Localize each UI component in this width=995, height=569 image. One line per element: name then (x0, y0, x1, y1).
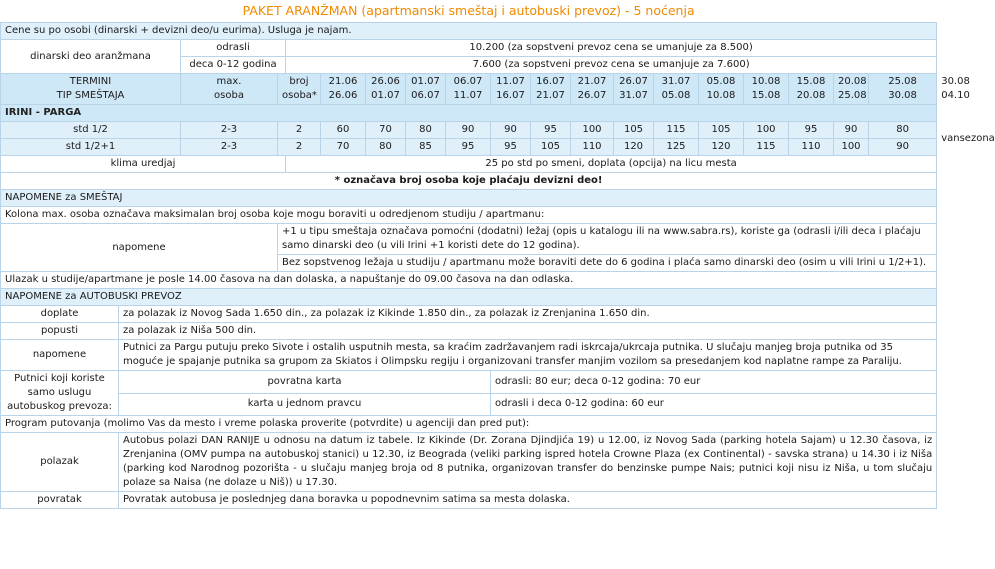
program-heading: Program putovanja (molimo Vas da mesto i vreme polaska proverite (potvrdite) u agenciji dan pred put): (1, 416, 937, 433)
room-max: 2-3 (181, 122, 278, 139)
header-termini: TERMINI (69, 76, 112, 87)
date-to: 04.10 (941, 90, 970, 101)
date-from: 10.08 (751, 76, 781, 87)
date-column (744, 74, 789, 105)
date-from: 25.08 (888, 76, 917, 87)
room-type: std 1/2 (1, 122, 181, 139)
date-column (789, 74, 834, 105)
popusti-label: popusti (1, 323, 119, 340)
header-max-2: osoba (214, 90, 244, 101)
note-star: * označava broj osoba koje plaćaju devizni deo! (1, 173, 937, 190)
price-cell: 125 (654, 139, 699, 156)
date-to: 21.07 (536, 90, 565, 101)
date-from: 31.07 (661, 76, 691, 87)
karta-price: odrasli: 80 eur; deca 0-12 godina: 70 eur (491, 371, 937, 394)
price-cell: 110 (571, 139, 614, 156)
price-cell: 100 (744, 122, 789, 139)
date-from: 05.08 (706, 76, 736, 87)
room-type: std 1/2+1 (1, 139, 181, 156)
date-from: 30.08 (941, 76, 970, 87)
price-cell: 105 (531, 139, 571, 156)
kolona-text: Kolona max. osoba označava maksimalan broj osoba koje mogu boraviti u odredjenom studiju / apartmanu: (1, 207, 937, 224)
price-cell: 95 (491, 139, 531, 156)
intro-text: Cene su po osobi (dinarski + devizni deo/u eurima). Usluga je najam. (1, 23, 937, 40)
price-cell: 80 (869, 122, 937, 139)
date-column (699, 74, 744, 105)
price-cell: 90 (491, 122, 531, 139)
date-from: 21.06 (328, 76, 358, 87)
date-to: 01.07 (371, 90, 400, 101)
section-irini: IRINI - PARGA (1, 105, 937, 122)
price-cell: 90 (834, 122, 869, 139)
karta-type: karta u jednom pravcu (119, 393, 491, 416)
price-cell: 80 (366, 139, 406, 156)
room-max: 2-3 (181, 139, 278, 156)
date-to: 11.07 (453, 90, 483, 101)
prevoz-napomene-text: Putnici za Pargu putuju preko Sivote i ostalih usputnih mesta, sa kraćim zadržavanjem radi iskrcaja/ukrcaja putnika. U slučaju manjeg broja putnika od 35 moguće je spajanje putnika sa grupom za Skiatos i Olimpsku regiju i organizovani transfer manjim vozilom sa presedanjem kod naplatne rampe za Paraliju. (119, 340, 937, 371)
price-cell: 100 (834, 139, 869, 156)
date-to: 16.07 (496, 90, 525, 101)
price-cell: 85 (406, 139, 446, 156)
napomena-2: Bez sopstvenog ležaja u studiju / apartmanu može boraviti dete do 6 godina i plaća samo dinarski deo (osim u vili Irini u 1/2+1). (278, 255, 937, 272)
price-cell: 115 (744, 139, 789, 156)
povratak-text: Povratak autobusa je poslednjeg dana boravka u popodnevnim satima sa mesta dolaska. (119, 492, 937, 509)
date-from: 26.07 (619, 76, 648, 87)
table-row: std 1/2 2-3 2 60 70 80 90 90 95 100 105 115 105 100 95 90 80 vansezona (1, 122, 937, 139)
room-broj: 2 (278, 139, 321, 156)
price-cell: 80 (406, 122, 446, 139)
dinarski-who: deca 0-12 godina (181, 57, 286, 74)
date-column (571, 74, 614, 105)
room-broj: 2 (278, 122, 321, 139)
date-to: 31.07 (619, 90, 648, 101)
date-column (406, 74, 446, 105)
dinarski-who: odrasli (181, 40, 286, 57)
putnici-label: Putnici koji koriste samo uslugu autobuskog prevoza: (1, 371, 119, 416)
date-to: 05.08 (661, 90, 691, 101)
price-cell: 70 (366, 122, 406, 139)
header-tip: TIP SMEŠTAJA (56, 90, 125, 101)
price-cell: 105 (699, 122, 744, 139)
date-to: 15.08 (751, 90, 781, 101)
date-from: 16.07 (536, 76, 565, 87)
price-cell: 60 (321, 122, 366, 139)
price-cell: 70 (321, 139, 366, 156)
header-broj (278, 74, 321, 105)
price-cell: 95 (531, 122, 571, 139)
povratak-label: povratak (1, 492, 119, 509)
klima-value: 25 po std po smeni, doplata (opcija) na licu mesta (286, 156, 937, 173)
date-from: 26.06 (371, 76, 400, 87)
ulazak-text: Ulazak u studije/apartmane je posle 14.00 časova na dan dolaska, a napuštanje do 09.00 časova na dan odlaska. (1, 272, 937, 289)
date-column (869, 74, 937, 105)
price-cell: 90 (446, 122, 491, 139)
doplate-label: doplate (1, 306, 119, 323)
header-row (1, 74, 937, 105)
date-from: 01.07 (411, 76, 440, 87)
date-to: 30.08 (888, 90, 917, 101)
dinarski-price: 7.600 (za sopstveni prevoz cena se umanjuje za 7.600) (286, 57, 937, 74)
date-to: 10.08 (706, 90, 736, 101)
date-to: 06.07 (411, 90, 440, 101)
price-cell: 105 (614, 122, 654, 139)
header-max (181, 74, 278, 105)
section-napomene-prevoz: NAPOMENE za AUTOBUSKI PREVOZ (1, 289, 937, 306)
date-column (614, 74, 654, 105)
price-cell: 95 (789, 122, 834, 139)
date-column (834, 74, 869, 105)
date-from: 15.08 (796, 76, 826, 87)
table-row (1, 139, 937, 156)
klima-label: klima uredjaj (1, 156, 286, 173)
price-cell: 100 (571, 122, 614, 139)
napomena-1: +1 u tipu smeštaja označava pomoćni (dodatni) ležaj (opis u katalogu ili na www.sabra.rs), koriste ga (odrasli i/ili deca i plaćaju samo dinarski deo (u vili Irini +1 koristi dete do 12 godina). (278, 224, 937, 255)
date-to: 26.06 (328, 90, 358, 101)
price-cell: 115 (654, 122, 699, 139)
polazak-text: Autobus polazi DAN RANIJE u odnosu na datum iz tabele. Iz Kikinde (Dr. Zorana Djindjića 19) u 12.00, iz Novog Sada (parking hotela Sajam) u 12.30 časova, iz Zrenjanina (OMV pumpa na autobuskoj stanici) u 12.30, iz Beograda (veliki parking ispred hotela Crowne Plaza (ex Continental) - savska strana) u 14.30 i iz Niša (parking kod Narodnog pozorišta - u slučaju manjeg broja od 8 putnika, organizovan transfer do benzinske pumpe Nais; putnici koji nisu iz Niša, u tom slučaju polaze sa Naisa (ne dolaze u Niš)) u 17.30. (119, 433, 937, 492)
dinarski-price: 10.200 (za sopstveni prevoz cena se umanjuje za 8.500) (286, 40, 937, 57)
date-column (654, 74, 699, 105)
date-column (531, 74, 571, 105)
date-to: 20.08 (796, 90, 826, 101)
date-to: 26.07 (577, 90, 607, 101)
price-cell: 95 (446, 139, 491, 156)
header-broj-2: osoba* (282, 90, 317, 101)
date-column (366, 74, 406, 105)
price-cell: 120 (614, 139, 654, 156)
napomene-label: napomene (1, 224, 278, 272)
date-column (321, 74, 366, 105)
dinarski-label: dinarski deo aranžmana (1, 40, 181, 74)
date-to: 25.08 (838, 90, 867, 101)
header-max-1: max. (216, 76, 242, 87)
date-from: 20.08 (838, 76, 867, 87)
date-from: 06.07 (453, 76, 483, 87)
price-cell: 90 (869, 139, 937, 156)
header-termini-tip (1, 74, 181, 105)
date-column (491, 74, 531, 105)
page-title: PAKET ARANŽMAN (apartmanski smeštaj i autobuski prevoz) - 5 noćenja (242, 3, 695, 18)
karta-type: povratna karta (119, 371, 491, 394)
date-from: 21.07 (577, 76, 607, 87)
date-from: 11.07 (496, 76, 525, 87)
section-napomene-smestaj: NAPOMENE za SMEŠTAJ (1, 190, 937, 207)
prevoz-napomene-label: napomene (1, 340, 119, 371)
price-cell: 120 (699, 139, 744, 156)
date-column (446, 74, 491, 105)
polazak-label: polazak (1, 433, 119, 492)
header-broj-1: broj (289, 76, 309, 87)
price-cell: 110 (789, 139, 834, 156)
karta-price: odrasli i deca 0-12 godina: 60 eur (491, 393, 937, 416)
doplate-text: za polazak iz Novog Sada 1.650 din., za polazak iz Kikinde 1.850 din., za polazak iz Zrenjanina 1.650 din. (119, 306, 937, 323)
popusti-text: za polazak iz Niša 500 din. (119, 323, 937, 340)
